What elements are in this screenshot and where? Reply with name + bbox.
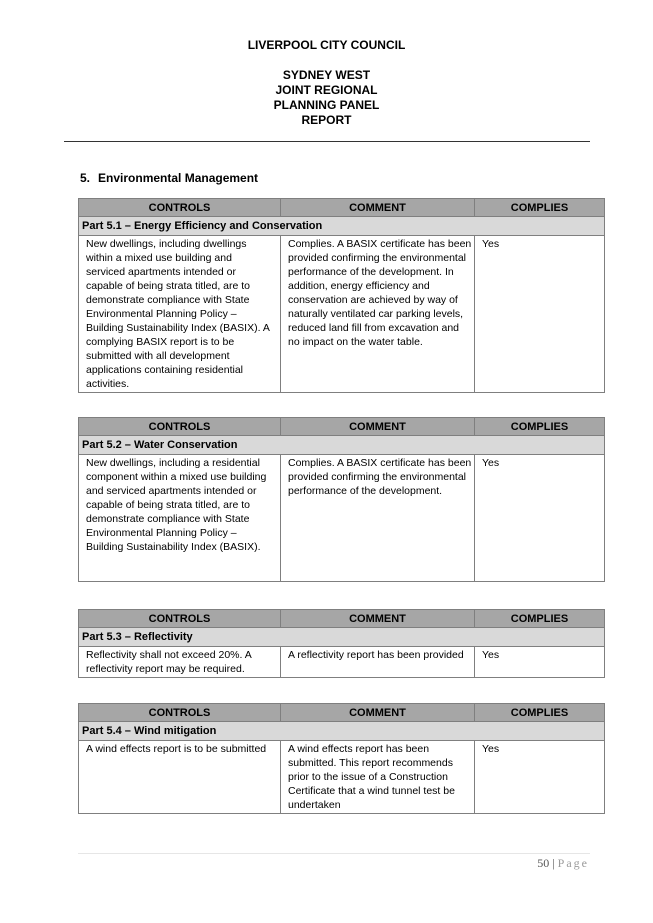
panel-line: PLANNING PANEL <box>273 98 380 112</box>
comment-header: COMMENT <box>281 199 475 217</box>
comment-cell: A wind effects report has been submitted. This report recommends prior to the issue of a Construction Certificate that a wind tunnel test be undertaken <box>281 741 475 814</box>
complies-cell: Yes <box>475 647 605 678</box>
page-separator: | <box>552 856 555 870</box>
control-cell: New dwellings, including a residential component within a mixed use building and serviced apartments intended or capable of being strata titled, are to demonstrate compliance with State Environmental Planning Policy – Building Sustainability Index (BASIX). <box>79 455 281 582</box>
complies-header: COMPLIES <box>475 418 605 436</box>
complies-header: COMPLIES <box>475 610 605 628</box>
controls-table <box>78 703 605 814</box>
table-row <box>79 236 605 393</box>
comment-header: COMMENT <box>281 418 475 436</box>
part-title: Part 5.3 – Reflectivity <box>79 628 605 647</box>
header-divider <box>64 141 590 142</box>
controls-header: CONTROLS <box>79 704 281 722</box>
footer-divider <box>78 853 590 854</box>
controls-header: CONTROLS <box>79 610 281 628</box>
part-title: Part 5.4 – Wind mitigation <box>79 722 605 741</box>
complies-header: COMPLIES <box>475 704 605 722</box>
page-number-value: 50 <box>537 856 550 870</box>
comment-header: COMMENT <box>281 704 475 722</box>
part-title: Part 5.1 – Energy Efficiency and Conservation <box>79 217 605 236</box>
section-number: 5. <box>80 171 91 185</box>
comment-cell: A reflectivity report has been provided <box>281 647 475 678</box>
table-header-row <box>79 704 605 722</box>
comment-cell: Complies. A BASIX certificate has been provided confirming the environmental performance of the development. In addition, energy efficiency and conservation are achieved by way of naturally ventilated car parking levels, reduced land fill from excavation and no impact on the water table. <box>281 236 475 393</box>
table-row <box>79 741 605 814</box>
control-cell: Reflectivity shall not exceed 20%. A reflectivity report may be required. <box>79 647 281 678</box>
part-row <box>79 217 605 236</box>
page-label: Page <box>557 856 589 870</box>
council-name: LIVERPOOL CITY COUNCIL <box>247 38 406 52</box>
panel-line: SYDNEY WEST <box>282 68 371 82</box>
document-header <box>0 38 653 128</box>
comment-header: COMMENT <box>281 610 475 628</box>
table-header-row <box>79 199 605 217</box>
table-header-row <box>79 418 605 436</box>
complies-cell: Yes <box>475 455 605 582</box>
complies-cell: Yes <box>475 236 605 393</box>
section-title: Environmental Management <box>98 171 259 185</box>
page-number <box>537 856 589 871</box>
table-row <box>79 647 605 678</box>
section-heading <box>80 171 258 185</box>
control-cell: New dwellings, including dwellings within a mixed use building and serviced apartments intended or capable of being strata titled, are to demonstrate compliance with State Environmental Planning Policy – Building Sustainability Index (BASIX). A complying BASIX report is to be submitted with all development applications containing residential activities. <box>79 236 281 393</box>
controls-table <box>78 609 605 678</box>
part-title: Part 5.2 – Water Conservation <box>79 436 605 455</box>
table-row <box>79 455 605 582</box>
control-cell: A wind effects report is to be submitted <box>79 741 281 814</box>
controls-header: CONTROLS <box>79 199 281 217</box>
complies-cell: Yes <box>475 741 605 814</box>
table-header-row <box>79 610 605 628</box>
controls-table <box>78 198 605 393</box>
part-row <box>79 722 605 741</box>
part-row <box>79 436 605 455</box>
complies-header: COMPLIES <box>475 199 605 217</box>
comment-cell: Complies. A BASIX certificate has been provided confirming the environmental performance of the development. <box>281 455 475 582</box>
part-row <box>79 628 605 647</box>
panel-line: REPORT <box>301 113 352 127</box>
controls-header: CONTROLS <box>79 418 281 436</box>
panel-line: JOINT REGIONAL <box>275 83 378 97</box>
controls-table <box>78 417 605 582</box>
